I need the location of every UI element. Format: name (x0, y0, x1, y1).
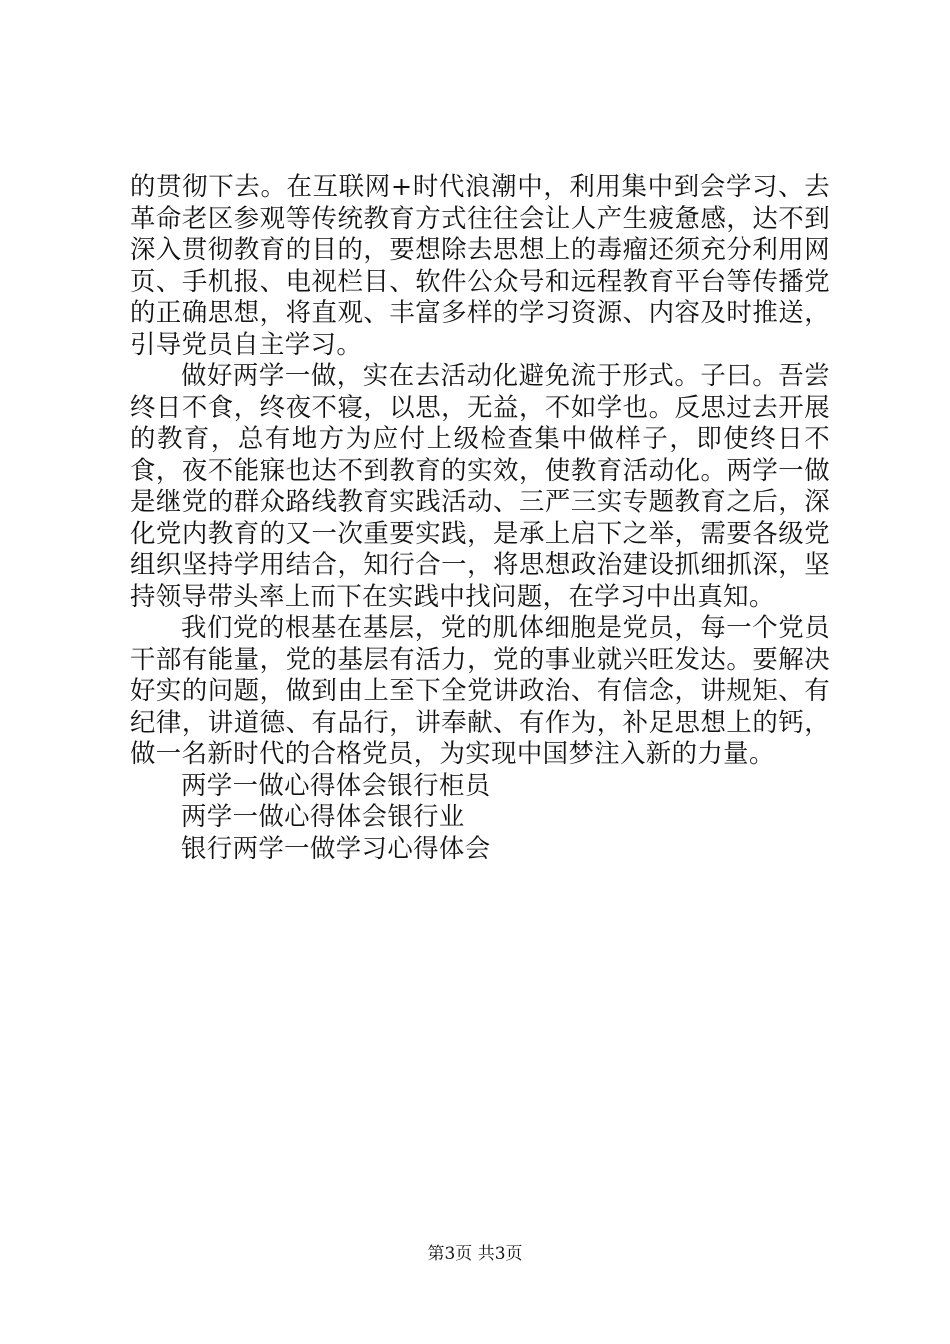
related-titles-list (130, 770, 830, 865)
related-title-item: 两学一做心得体会银行柜员 (181, 769, 491, 800)
page-number: 第3页 共3页 (427, 1244, 523, 1264)
paragraph-party-foundation: 我们党的根基在基层，党的肌体细胞是党员，每一个党员干部有能量，党的基层有活力，党的事业就兴旺发达。要解决好实的问题，做到由上至下全党讲政治、有信念，讲规矩、有纪律，讲道德、有品行，讲奉献、有作为，补足思想上的钙，做一名新时代的合格党员，为实现中国梦注入新的力量。 (130, 612, 830, 768)
document-body (130, 171, 830, 864)
paragraph-two-learn-one-do: 做好两学一做，实在去活动化避免流于形式。子曰。吾尝终日不食，终夜不寝，以思，无益，不如学也。反思过去开展的教育，总有地方为应付上级检查集中做样子，即使终日不食，夜不能寐也达不到教育的实效，使教育活动化。两学一做是继党的群众路线教育实践活动、三严三实专题教育之后，深化党内教育的又一次重要实践，是承上启下之举，需要各级党组织坚持学用结合，知行合一，将思想政治建设抓细抓深，坚持领导带头率上而下在实践中找问题，在学习中出真知。 (130, 360, 830, 611)
page-footer (0, 1243, 950, 1265)
paragraph-continuation: 的贯彻下去。在互联网+时代浪潮中，利用集中到会学习、去革命老区参观等传统教育方式往往会让人产生疲惫感，达不到深入贯彻教育的目的，要想除去思想上的毒瘤还须充分利用网页、手机报、电视栏目、软件公众号和远程教育平台等传播党的正确思想，将直观、丰富多样的学习资源、内容及时推送，引导党员自主学习。 (130, 171, 830, 359)
related-title-item: 两学一做心得体会银行业 (181, 801, 465, 831)
related-title-item: 银行两学一做学习心得体会 (181, 832, 491, 863)
